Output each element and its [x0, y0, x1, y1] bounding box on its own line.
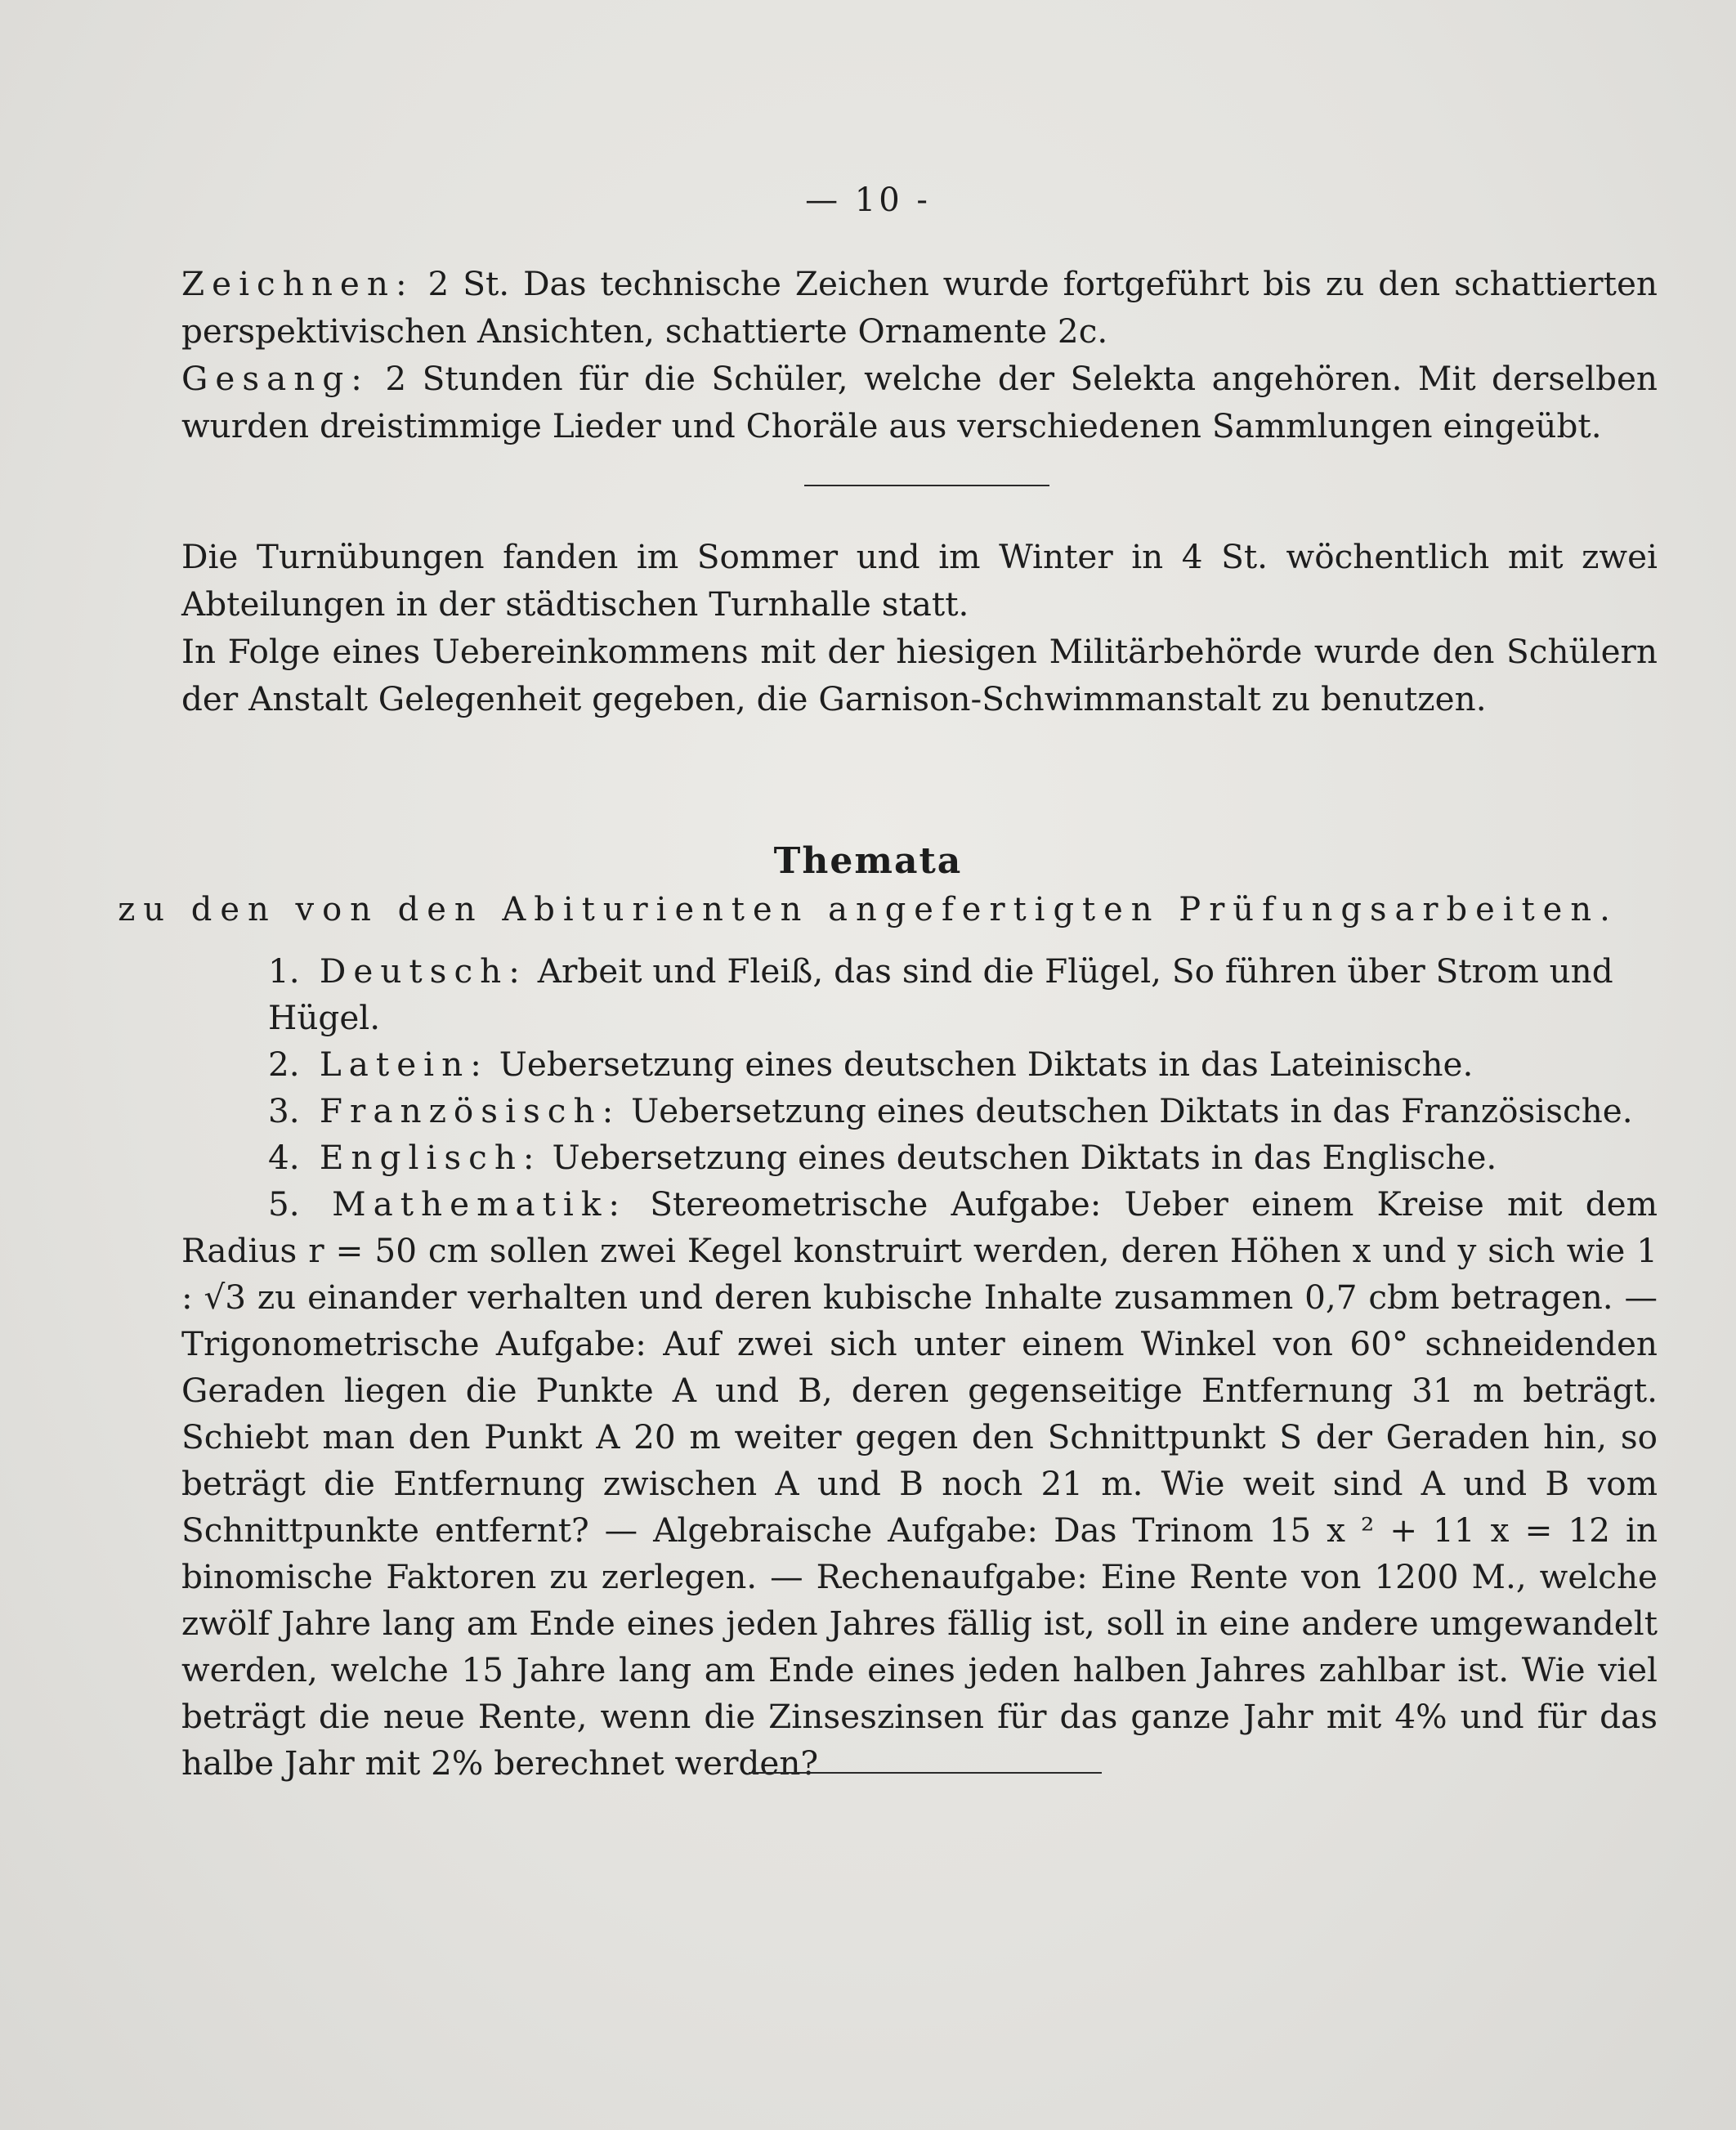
- subheading-pruefungsarbeiten: zu den von den Abiturienten angefertigten Prüfungsarbeiten.: [118, 891, 1618, 929]
- item-text: Stereometrische Aufgabe: Ueber einem Kreise mit dem Radius r = 50 cm sollen zwei Kegel konstruirt werden, deren Höhen x und y sich wie 1 : √3 zu einander verhalten und deren kubische Inhalte zusammen 0,7 cbm betragen. — Trigonometrische Aufgabe: Auf zwei sich unter einem Winkel von 60° schneidenden Geraden liegen die Punkte A und B, deren gegenseitige Entfernung 31 m beträgt. Schiebt man den Punkt A 20 m weiter gegen den Schnittpunkt S der Geraden hin, so beträgt die Entfernung zwischen A und B noch 21 m. Wie weit sind A und B vom Schnittpunkte entfernt? — Algebraische Aufgabe: Das Trinom 15 x ² + 11 x = 12 in binomische Faktoren zu zerlegen. — Rechenaufgabe: Eine Rente von 1200 M., welche zwölf Jahre lang am Ende eines jeden Jahres fällig ist, soll in eine andere umgewandelt werden, welche 15 Jahre lang am Ende eines jeden halben Jahres zahlbar ist. Wie viel beträgt die neue Rente, wenn die Zinseszinsen für das ganze Jahr mit 4% und für das halbe Jahr mit 2% berechnet werden?: [181, 1184, 1658, 1783]
- list-item-mathematik: [181, 1181, 1658, 1787]
- list-item-englisch: [181, 1134, 1658, 1181]
- label-zeichnen: Zeichnen:: [181, 264, 414, 303]
- paragraph-gesang: [181, 355, 1658, 450]
- item-text: Uebersetzung eines deutschen Diktats in das Englische.: [552, 1138, 1497, 1177]
- item-number: 1.: [268, 951, 300, 991]
- item-number: 4.: [268, 1138, 300, 1177]
- item-subject: Deutsch:: [319, 951, 527, 991]
- item-text: Uebersetzung eines deutschen Diktats in das Lateinische.: [499, 1045, 1474, 1084]
- item-subject: Mathematik:: [332, 1184, 628, 1224]
- item-number: 3.: [268, 1091, 300, 1130]
- list-item-deutsch: [181, 948, 1658, 1041]
- divider-rule-2: [749, 1772, 1102, 1774]
- item-text: Uebersetzung eines deutschen Diktats in das Französische.: [631, 1091, 1633, 1130]
- paragraph-turnuebungen: Die Turnübungen fanden im Sommer und im Winter in 4 St. wöchentlich mit zwei Abteilungen in der städtischen Turnhalle statt.: [181, 537, 1658, 624]
- item-text: Arbeit und Fleiß, das sind die Flügel, So führen über Strom und Hügel.: [268, 951, 1613, 1037]
- item-subject: Englisch:: [319, 1138, 542, 1177]
- themata-list: [181, 948, 1658, 1787]
- section-turnen: [181, 533, 1658, 723]
- item-number: 2.: [268, 1045, 300, 1084]
- list-item-franzoesisch: [181, 1088, 1658, 1134]
- text-gesang: 2 Stunden für die Schüler, welche der Selekta angehören. Mit derselben wurden dreistimmige Lieder und Choräle aus verschiedenen Sammlungen eingeübt.: [181, 359, 1658, 445]
- list-item-latein: [181, 1041, 1658, 1088]
- item-subject: Französisch:: [319, 1091, 621, 1130]
- section-zeichnen-gesang: [181, 260, 1658, 450]
- item-subject: Latein:: [319, 1045, 489, 1084]
- page-number: — 10 -: [805, 181, 931, 219]
- divider-rule-1: [804, 485, 1049, 486]
- text-zeichnen: 2 St. Das technische Zeichen wurde fortgeführt bis zu den schattierten perspektivischen Ansichten, schattierte Ornamente 2c.: [181, 264, 1658, 351]
- paragraph-schwimmanstalt: In Folge eines Uebereinkommens mit der hiesigen Militärbehörde wurde den Schülern der Anstalt Gelegenheit gegeben, die Garnison-Schwimmanstalt zu benutzen.: [181, 632, 1658, 718]
- item-number: 5.: [268, 1184, 300, 1224]
- paragraph-zeichnen: [181, 260, 1658, 355]
- heading-themata: Themata: [773, 840, 963, 882]
- label-gesang: Gesang:: [181, 359, 369, 398]
